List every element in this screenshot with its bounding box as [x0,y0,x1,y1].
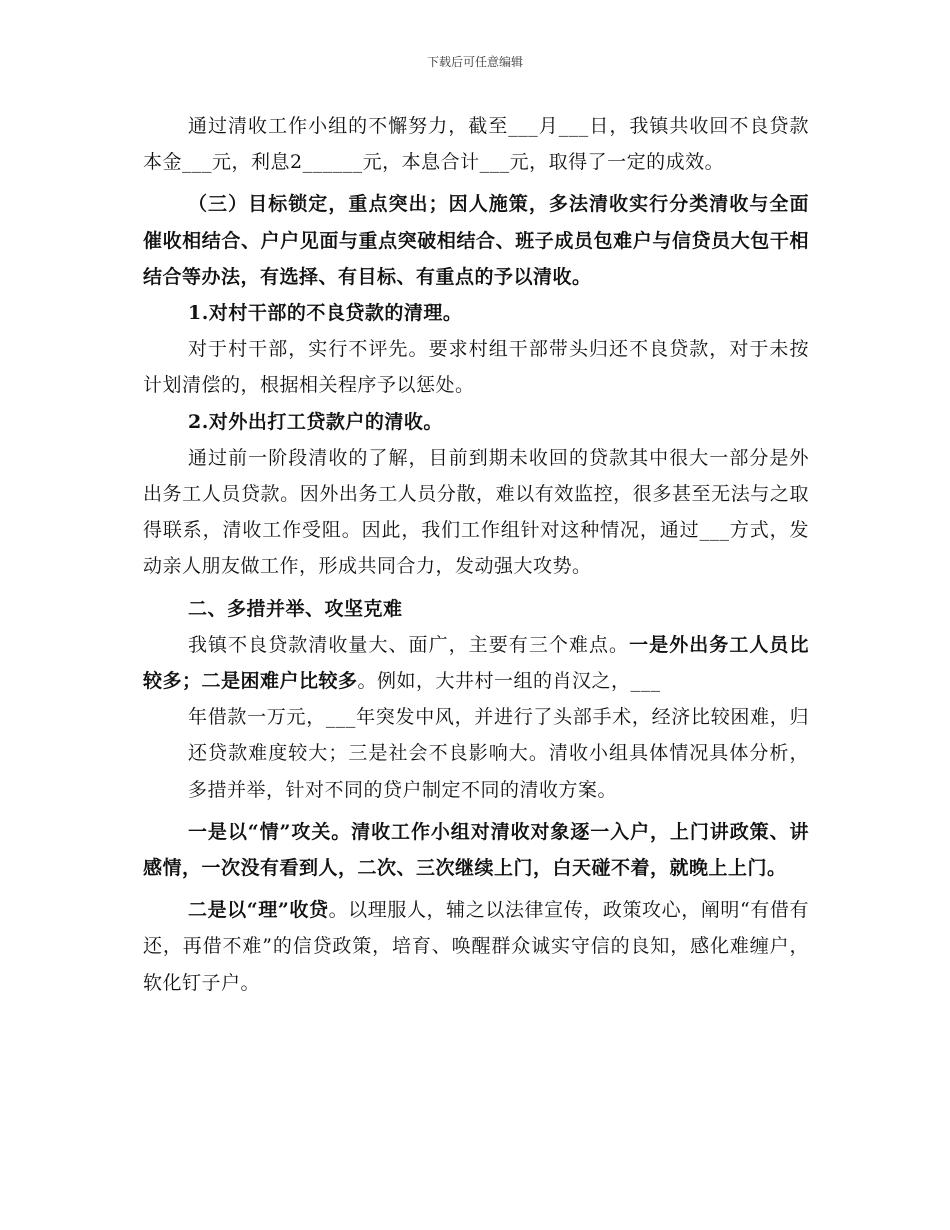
paragraph-emotion: 一是以“情”攻关。清收工作小组对清收对象逐一入户，上门讲政策、讲感情，一次没有看到人，二次、三次继续上门，白天碰不着，就晚上上门。 [143,820,809,880]
paragraph-reason [143,892,809,1001]
reason-bold: 二是以“理”收贷 [188,899,329,922]
paragraph-targets: （三）目标锁定，重点突出；因人施策，多法清收实行分类清收与全面催收相结合、户户见面与重点突破相结合、班子成员包难户与信贷员大包干相结合等办法，有选择、有目标、有重点的予以清收。 [143,193,809,288]
difficulties-example: 。例如，大井村一组的肖汉之，___ [357,670,661,693]
reason-text: 。以理服人，辅之以法律宣传，政策攻心，阐明“有借有还，再借不难”的信贷政策，培育、唤醒群众诚实守信的良知，感化难缠户，软化钉子户。 [143,899,809,994]
paragraph-difficulties-continued: 年借款一万元，___年突发中风，并进行了头部手术，经济比较困难，归还贷款难度较大；三是社会不良影响大。清收小组具体情况具体分析，多措并举，针对不同的贷户制定不同的清收方案。 [188,706,809,801]
heading-section-two: 二、多措并举、攻坚克难 [188,597,403,620]
paragraph-results: 通过清收工作小组的不懈努力，截至___月___日，我镇共收回不良贷款本金___元，利息2______元，本息合计___元，取得了一定的成效。 [143,115,809,174]
paragraph-village-cadres: 对于村干部，实行不评先。要求村组干部带头归还不良贷款，对于未按计划清偿的，根据相关程序予以惩处。 [143,338,809,397]
document-body [143,108,809,1001]
heading-village-cadres: 1.对村干部的不良贷款的清理。 [188,302,463,325]
heading-migrant-workers: 2.对外出打工贷款户的清收。 [188,410,443,433]
page-header: 下载后可任意编辑 [426,55,523,69]
difficulties-bold: 一是外出务工人员比较多；二是困难户比较多 [143,633,809,693]
paragraph-migrant-workers: 通过前一阶段清收的了解，目前到期未收回的贷款其中很大一部分是外出务工人员贷款。因外出务工人员分散，难以有效监控，很多甚至无法与之取得联系，清收工作受阻。因此，我们工作组针对这种情况，通过___方式，发动亲人朋友做工作，形成共同合力，发动强大攻势。 [143,446,809,578]
difficulties-intro: 我镇不良贷款清收量大、面广，主要有三个难点。 [188,633,630,656]
paragraph-difficulties [143,627,809,699]
